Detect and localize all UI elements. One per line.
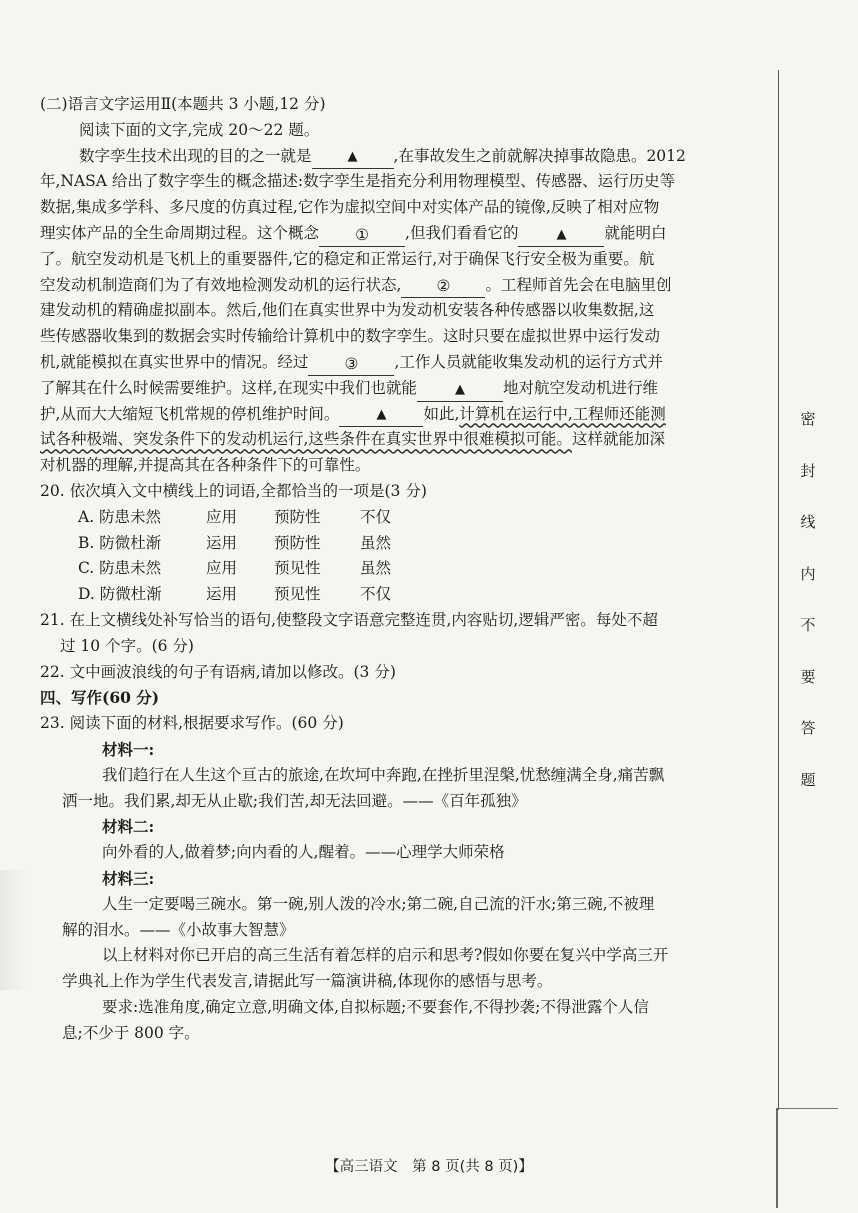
passage-text: 地对航空发动机进行维	[502, 378, 658, 397]
wavy-underlined-sentence: 计算机在运行中,工程师还能测	[459, 404, 666, 423]
section-4-heading: 四、写作(60 分)	[40, 688, 160, 708]
passage-text: 了解其在什么时候需要维护。这样,在现实中我们也就能	[40, 378, 417, 397]
material-title: 材料一:	[102, 739, 155, 759]
wavy-underlined-sentence: 试各种极端、突发条件下的发动机运行,这些条件在真实世界中很难模拟可能。	[40, 430, 572, 449]
passage-text: 护,从而大大缩短飞机常规的停机维护时间。	[40, 404, 340, 423]
material-title: 材料二:	[102, 817, 155, 837]
binding-line	[778, 70, 779, 1110]
passage-text: ,在事故发生之前就解决掉事故隐患。2012	[393, 146, 686, 165]
passage	[40, 144, 760, 479]
passage-text: 数据,集成多学科、多尺度的仿真过程,它作为虚拟空间中对实体产品的镜像,反映了相对应物	[40, 198, 660, 217]
blank-3: ③	[308, 353, 394, 376]
question-stem: 23. 阅读下面的材料,根据要求写作。(60 分)	[40, 714, 344, 733]
page-fold-shadow	[0, 870, 28, 990]
passage-text: ,但我们看看它的	[405, 223, 519, 242]
passage-text: 空发动机制造商们为了有效地检测发动机的运行状态,	[40, 275, 402, 294]
question-stem: 20. 依次填入文中横线上的词语,全都恰当的一项是(3 分)	[40, 481, 427, 500]
passage-text: 机,就能模拟在真实世界中的情况。经过	[40, 352, 309, 371]
page-footer: 【高三语文 第 8 页(共 8 页)】	[325, 1159, 533, 1175]
triangle-icon: ▲	[347, 149, 358, 165]
passage-text: 就能明白	[604, 223, 667, 242]
passage-text: ,工作人员就能收集发动机的运行方式并	[394, 352, 663, 371]
blank-line	[312, 144, 394, 169]
passage-text: 理实体产品的全生命周期过程。这个概念	[40, 223, 320, 242]
question-23: 23. 阅读下面的材料,根据要求写作。(60 分) 材料一: 我们趋行在人生这个亘古的旅途,在坎坷中奔跑,在挫折里涅槃,忧愁缠满全身,痛苦飘 洒一地。我们累,却无从止歇;我们苦,却无法回避。——《百年孤独》 材料二: 向外看的人,做着梦;向内看的人,醒着。——心理学大师荣格 材料三: 人生一定要喝三碗水。第一碗,别人泼的冷水;第二碗,自己流的汗水;第三碗,不被理 解的泪水。——《小故事大智慧》 以上材料对你已开启的高三生活有着怎样的启示和思考?假如你要在复兴中学高三开 学典礼上作为学生代表发言,请据此写一篇演讲稿,体现你的感悟与思考。 要求:选准角度,确定立意,明确文体,自拟标题;不要套作,不得抄袭;不得泄露个人信 息;不少于 800 字。	[40, 711, 760, 1046]
passage-text: 数字孪生技术出现的目的之一就是	[79, 146, 312, 165]
seal-line-notice: 密 封 线 内 不 要 答 题	[800, 410, 816, 789]
option-a: A. 防患未然 应用 预防性 不仅	[78, 507, 392, 526]
option-c: C. 防患未然 应用 预见性 虽然	[78, 559, 392, 578]
material-title: 材料三:	[102, 868, 155, 888]
question-21: 21. 在上文横线处补写恰当的语句,使整段文字语意完整连贯,内容贴切,逻辑严密。每处不超 过 10 个字。(6 分)	[40, 610, 658, 655]
blank-line	[417, 377, 503, 402]
blank-line	[339, 402, 423, 427]
question-20	[40, 479, 760, 608]
triangle-icon: ▲	[376, 407, 387, 423]
blank-1: ①	[319, 224, 405, 247]
passage-text: 建发动机的精确虚拟副本。然后,他们在真实世界中为发动机安装各种传感器以收集数据,这	[40, 301, 655, 320]
passage-text: 如此,	[423, 404, 460, 423]
page-content	[40, 92, 760, 1046]
binding-tick	[778, 1108, 838, 1109]
passage-text: 了。航空发动机是飞机上的重要器件,它的稳定和正常运行,对于确保飞行安全极为重要。航	[40, 249, 655, 268]
passage-text: 些传感器收集到的数据会实时传输给计算机中的数字孪生。这时只要在虚拟世界中运行发动	[40, 327, 661, 346]
question-22: 22. 文中画波浪线的句子有语病,请加以修改。(3 分)	[40, 662, 396, 681]
passage-text: 对机器的理解,并提高其在各种条件下的可靠性。	[40, 456, 371, 475]
passage-text: 这样就能加深	[571, 430, 665, 449]
option-b: B. 防微杜渐 运用 预防性 虽然	[78, 533, 392, 552]
passage-text: 年,NASA 给出了数字孪生的概念描述:数字孪生是指充分利用物理模型、传感器、运行历史等	[40, 172, 676, 191]
triangle-icon: ▲	[556, 226, 567, 242]
triangle-icon: ▲	[454, 381, 465, 397]
option-d: D. 防微杜渐 运用 预见性 不仅	[78, 585, 392, 604]
blank-2: ②	[401, 275, 485, 298]
instruction: 阅读下面的文字,完成 20～22 题。	[79, 120, 320, 139]
blank-line	[518, 222, 604, 247]
section-header: (二)语言文字运用Ⅱ(本题共 3 小题,12 分)	[40, 95, 326, 113]
passage-text: 。工程师首先会在电脑里创	[485, 275, 672, 294]
